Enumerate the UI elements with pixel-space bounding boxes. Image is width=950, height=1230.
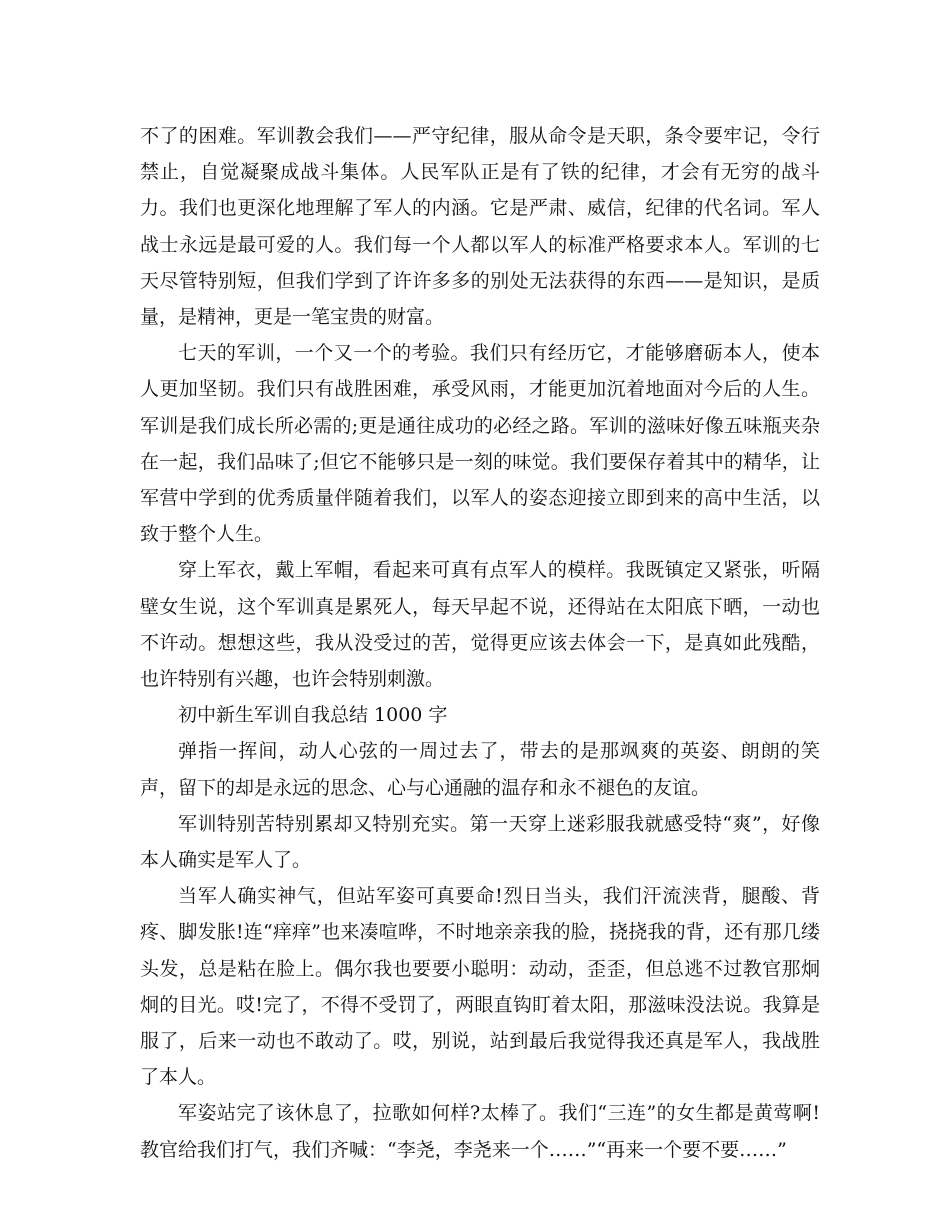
paragraph-6: 当军人确实神气，但站军姿可真要命!烈日当头，我们汗流浃背，腿酸、背疼、脚发胀!连“痒痒”也来凑喧哗，不时地亲亲我的脸，挠挠我的背，还有那几缕头发，总是粘在脸上。偶尔我也要要小聪明：动动，歪歪，但总逃不过教官那炯炯的目光。哎!完了，不得不受罚了，两眼直钩盯着太阳，那滋味没法说。我算是服了，后来一动也不敢动了。哎，别说，站到最后我觉得我还真是军人，我战胜了本人。: [140, 885, 820, 1089]
paragraph-5: 军训特别苦特别累却又特别充实。第一天穿上迷彩服我就感受特“爽”，好像本人确实是军人了。: [140, 812, 820, 872]
document-page: [140, 118, 820, 1168]
paragraph-3: 穿上军衣，戴上军帽，看起来可真有点军人的模样。我既镇定又紧张，听隔壁女生说，这个军训真是累死人，每天早起不说，还得站在太阳底下晒，一动也不许动。想想这些，我从没受过的苦，觉得更应该去体会一下，是真如此残酷，也许特别有兴趣，也许会特别刺激。: [140, 559, 820, 691]
paragraph-2: 七天的军训，一个又一个的考验。我们只有经历它，才能够磨砺本人，使本人更加坚韧。我们只有战胜困难，承受风雨，才能更加沉着地面对今后的人生。军训是我们成长所必需的;更是通往成功的必经之路。军训的滋味好像五味瓶夹杂在一起，我们品味了;但它不能够只是一刻的味觉。我们要保存着其中的精华，让军营中学到的优秀质量伴随着我们，以军人的姿态迎接立即到来的高中生活，以致于整个人生。: [140, 342, 820, 546]
paragraph-7: 军姿站完了该休息了，拉歌如何样?太棒了。我们“三连”的女生都是黄莺啊!教官给我们打气，我们齐喊：“李尧，李尧来一个……”“再来一个要不要……”: [140, 1102, 820, 1161]
section-heading: 初中新生军训自我总结 1000 字: [178, 704, 448, 727]
paragraph-4: 弹指一挥间，动人心弦的一周过去了，带去的是那飒爽的英姿、朗朗的笑声，留下的却是永远的思念、心与心通融的温存和永不褪色的友谊。: [140, 740, 820, 799]
paragraph-1: 不了的困难。军训教会我们——严守纪律，服从命令是天职，条令要牢记，令行禁止，自觉凝聚成战斗集体。人民军队正是有了铁的纪律，才会有无穷的战斗力。我们也更深化地理解了军人的内涵。它是严肃、威信，纪律的代名词。军人战士永远是最可爱的人。我们每一个人都以军人的标准严格要求本人。军训的七天尽管特别短，但我们学到了许许多多的别处无法获得的东西——是知识，是质量，是精神，更是一笔宝贵的财富。: [140, 125, 820, 329]
